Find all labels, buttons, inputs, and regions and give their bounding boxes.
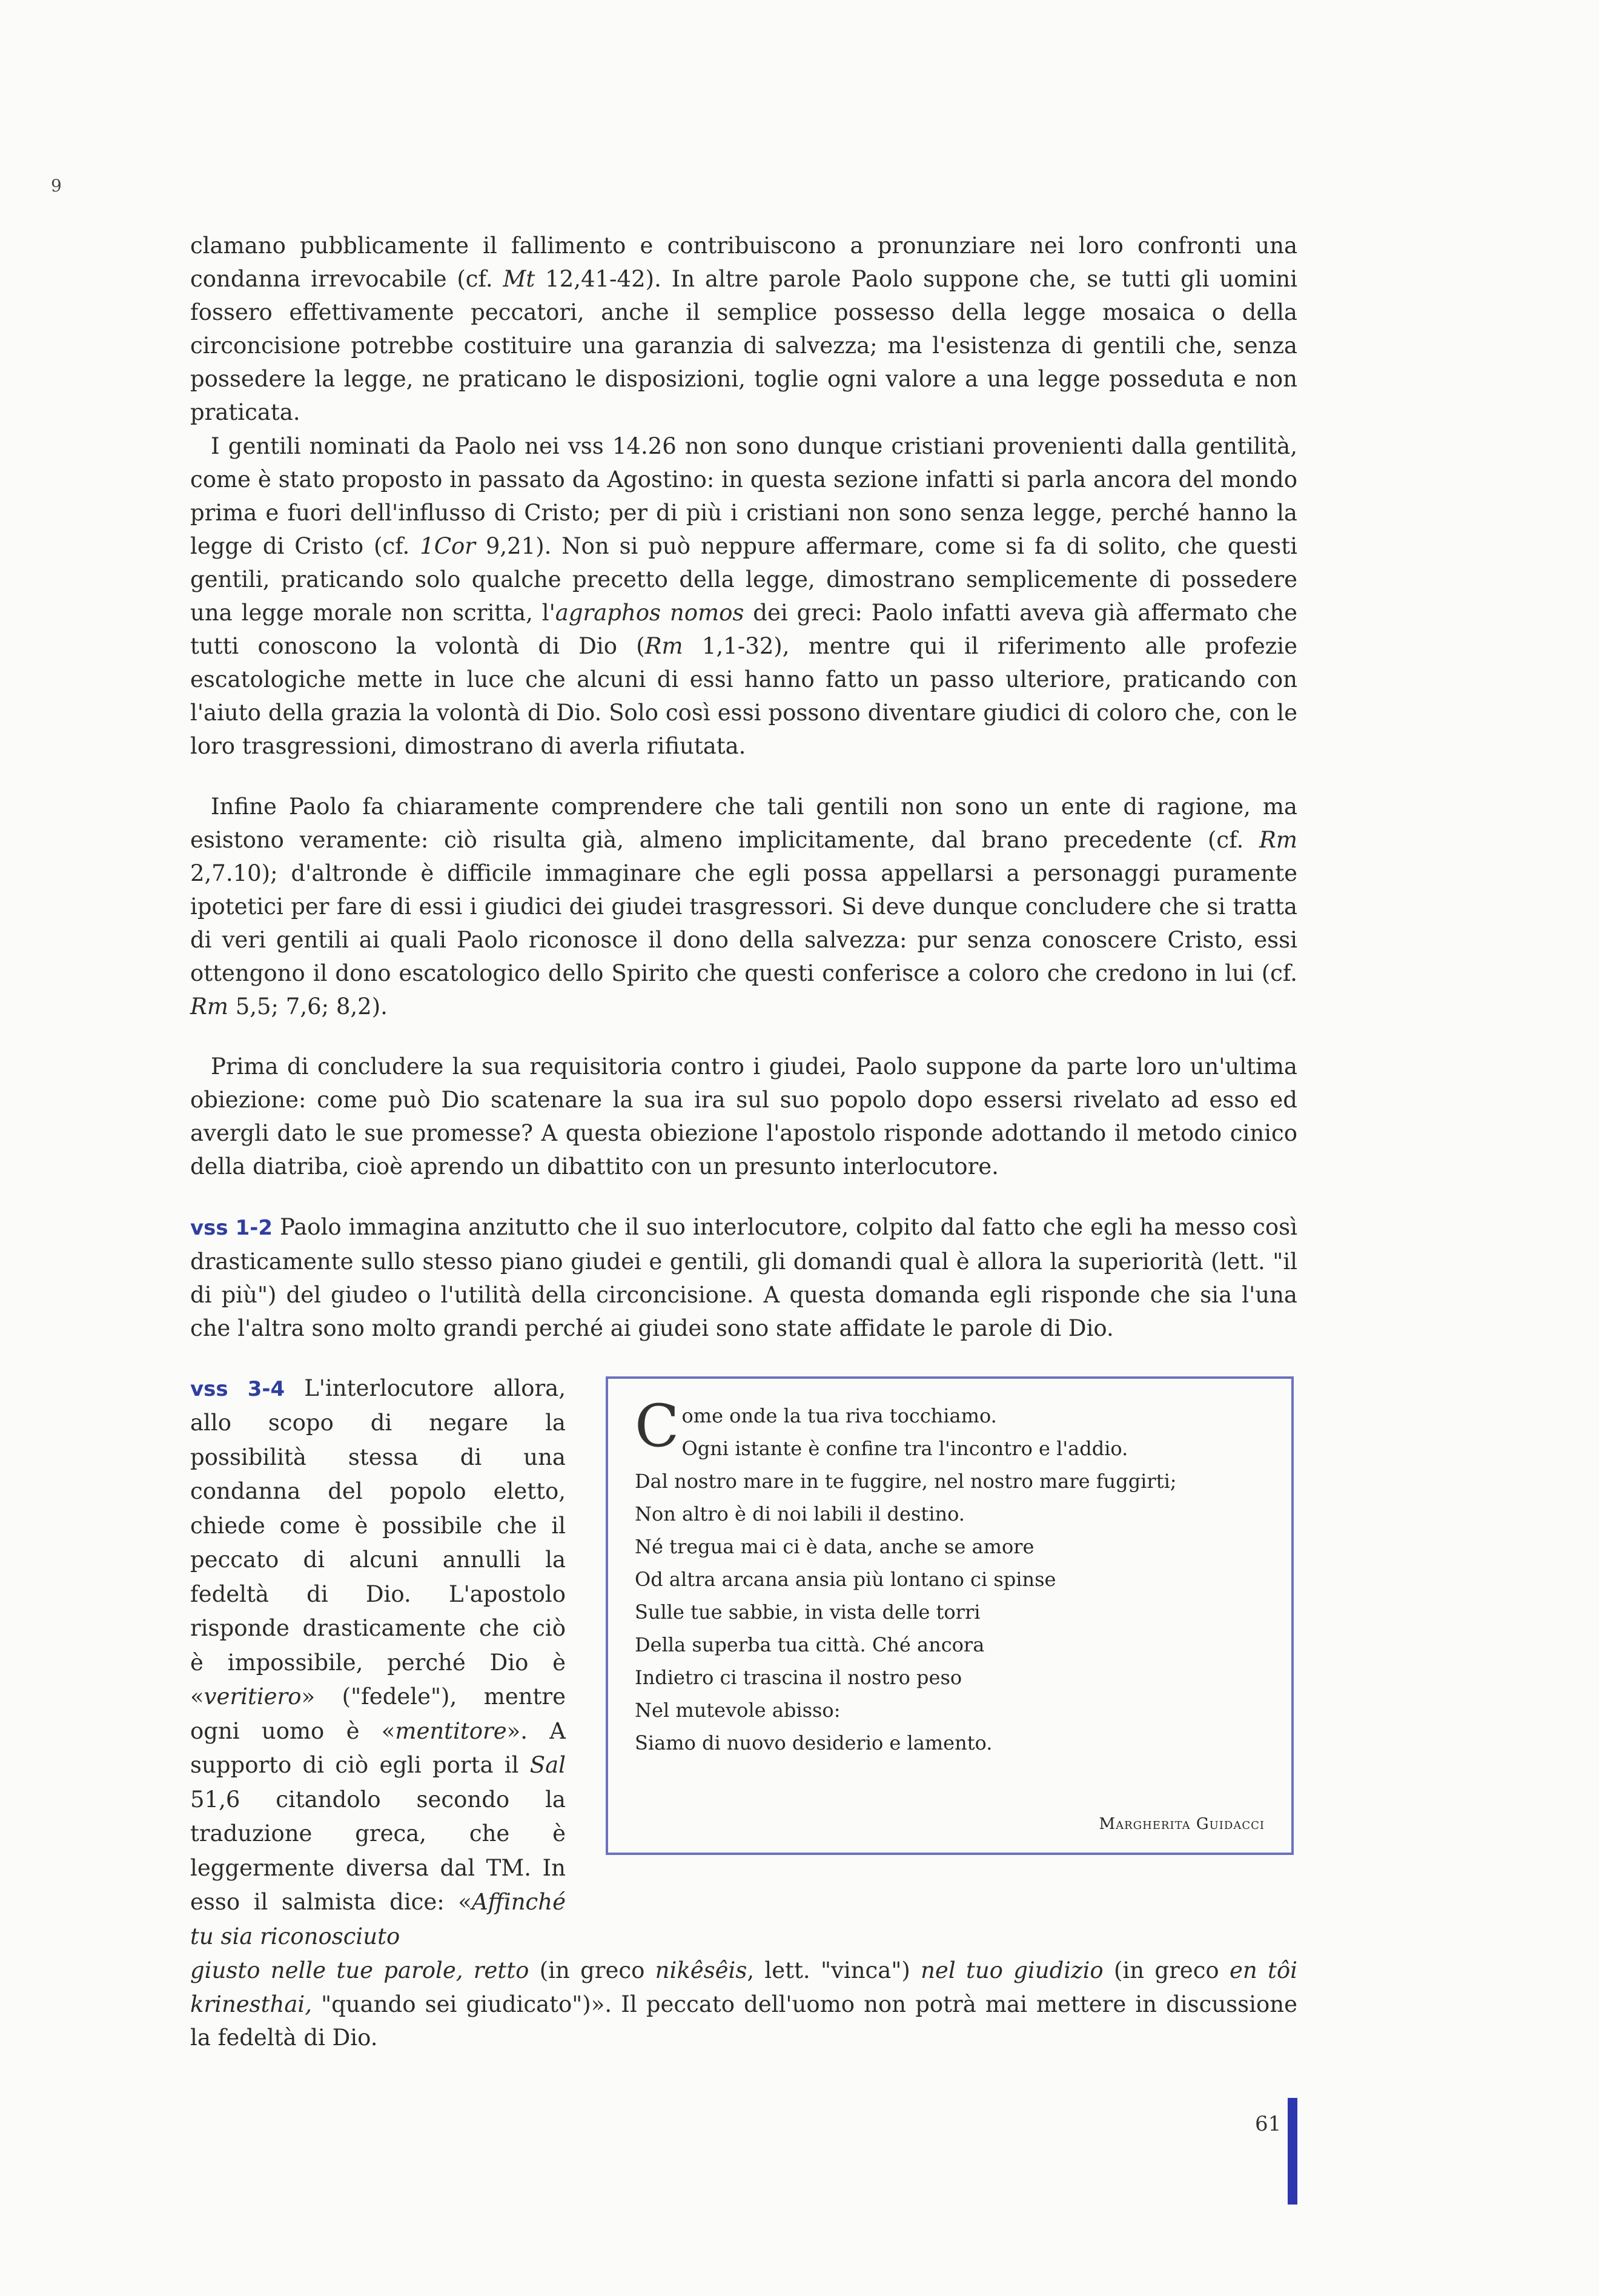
poem-line: Né tregua mai ci è data, anche se amore [635,1535,1035,1558]
verse-label: vss 1-2 [190,1215,273,1240]
text-run: L'interlocutore allora, allo scopo di negare la possibilità stessa di una condanna del popolo eletto, chiede come è possibile che il peccato di alcuni annulli la fedeltà di Dio. L'apostolo risponde drasticamente che ciò è impossibile, perché Dio è « [190,1375,566,1710]
quote-italic: nel tuo giudizio [921,1957,1104,1984]
two-column-section [190,1372,1297,2054]
page-number: 61 [1255,2112,1282,2136]
text-run: (in greco [529,1957,655,1984]
poem-author: Margherita Guidacci [1099,1814,1265,1833]
paragraph-3 [190,790,1297,1024]
greek-term: en tôi krinesthai, [190,1957,1298,2017]
text-run: Prima di concludere la sua requisitoria contro i giudei, Paolo suppone da parte loro un'ultima obiezione: come può Dio scatenare la sua ira sul suo popolo dopo essersi rivelato ad esso ed avergli dato le sue promesse? A questa obiezione l'apostolo risponde adottando il metodo cinico della diatriba, cioè aprendo un dibattito con un presunto interlocutore. [190,1053,1297,1180]
citation: Rm [644,633,683,660]
text-run: 2,7.10); d'altronde è difficile immaginare che egli possa appellarsi a personaggi puramente ipotetici per fare di essi i giudici dei giudei trasgressori. Si deve dunque concludere che si tratta di veri gentili ai quali Paolo riconosce il dono della salvezza: pur senza conoscere Cristo, essi ottengono il dono escatologico dello Spirito che questi conferisce a coloro che credono in lui (cf. [190,860,1297,986]
paragraph-6-column [190,1372,566,1954]
citation: Rm [1259,826,1297,853]
poem-line: Indietro ci trascina il nostro peso [635,1665,962,1689]
text-run: I gentili nominati da Paolo nei vss 14.26 non sono dunque cristiani provenienti dalla gentilità, come è stato proposto in passato da Agostino: in questa sezione infatti si parla ancora del mondo prima e fuori dell'influsso di Cristo; per di più i cristiani non sono senza legge, perché hanno la legge di Cristo (cf. [190,433,1297,559]
paragraph-4 [190,1050,1297,1183]
text-run: Paolo immagina anzitutto che il suo interlocutore, colpito dal fatto che egli ha messo così drasticamente sullo stesso piano giudei e gentili, gli domandi qual è allora la superiorità (lett. "il di più") del giudeo o l'utilità della circoncisione. A questa domanda egli risponde che sia l'una che l'altra sono molto grandi perché ai giudei sono state affidate le parole di Dio. [190,1213,1297,1341]
quote-italic: Affinché tu sia riconosciuto [190,1889,566,1949]
drop-cap: C [635,1392,680,1460]
paragraph-2 [190,430,1297,763]
text-run: clamano pubblicamente il fallimento e contribuiscono a pronunziare nei loro confronti una condanna irrevocabile (cf. [190,233,1297,293]
text-run: dei greci: Paolo infatti aveva già affermato che tutti conoscono la volontà di Dio ( [190,600,1297,660]
quote-italic: giusto nelle tue parole, retto [190,1957,529,1984]
poem-line: Non altro è di noi labili il destino. [635,1502,965,1525]
poem-line: Sulle tue sabbie, in vista delle torri [635,1600,981,1624]
poem-line: Nel mutevole abisso: [635,1698,841,1722]
text-run: 12,41-42). In altre parole Paolo suppone che, se tutti gli uomini fossero effettivamente peccatori, anche il semplice possesso della legge mosaica o della circoncisione potrebbe costituire una garanzia di salvezza; ma l'esistenza di gentili che, senza possedere la legge, ne praticano le disposizioni, toglie ogni valore a una legge posseduta e non praticata. [190,266,1297,426]
page-edge-bar [1288,2098,1297,2205]
text-run: Infine Paolo fa chiaramente comprendere che tali gentili non sono un ente di ragione, ma esistono veramente: ciò risulta già, almeno implicitamente, dal brano precedente (cf. [190,793,1297,853]
text-run: 1,1-32), mentre qui il riferimento alle profezie escatologiche mette in luce che alcuni di essi hanno fatto un passo ulteriore, praticando con l'aiuto della grazia la volontà di Dio. Solo così essi possono diventare giudici di coloro che, con le loro trasgressioni, dimostrano di averla rifiutata. [190,633,1297,760]
poem-line: Ogni istante è confine tra l'incontro e l'addio. [681,1436,1128,1460]
quote-term: veritiero [204,1684,302,1710]
main-text [190,229,1297,2054]
greek-term: agraphos nomos [555,600,744,626]
poem-box [606,1376,1294,1855]
text-run: 5,5; 7,6; 8,2). [228,994,388,1020]
text-run: » ("fedele"), mentre ogni uomo è « [190,1684,566,1744]
greek-term: nikêsêis [655,1957,747,1984]
text-run: (in greco [1103,1957,1230,1984]
verse-label: vss 3-4 [190,1376,285,1401]
poem-line: ome onde la tua riva tocchiamo. [681,1404,997,1427]
poem-line: Dal nostro mare in te fuggire, nel nostro mare fuggirti; [635,1469,1177,1493]
poem-line: Siamo di nuovo desiderio e lamento. [635,1731,993,1754]
text-run: "quando sei giudicato")». Il peccato dell'uomo non potrà mai mettere in discussione la fedeltà di Dio. [190,1991,1297,2051]
text-run: 51,6 citandolo secondo la traduzione greca, che è leggermente diversa dal TM. In esso il salmista dice: « [190,1786,566,1916]
paragraph-6 [190,1372,566,1954]
poem-line: Od altra arcana ansia più lontano ci spinse [635,1567,1056,1591]
citation: Sal [529,1752,566,1779]
corner-mark: 9 [51,176,62,196]
text-run: 9,21). Non si può neppure affermare, come si fa di solito, che questi gentili, praticando solo qualche precetto della legge, dimostrano semplicemente di possedere una legge morale non scritta, l' [190,533,1298,626]
citation: Rm [190,994,228,1020]
text-run: ». A supporto di ciò egli porta il [190,1717,566,1779]
poem-line: Della superba tua città. Ché ancora [635,1633,985,1656]
citation: Mt [503,266,535,293]
paragraph-6-continued [190,1954,1297,2054]
quote-term: mentitore [395,1717,507,1744]
paragraph-1 [190,229,1297,430]
paragraph-5 [190,1210,1297,1345]
citation: 1Cor [420,533,475,559]
text-run: , lett. "vinca") [747,1957,921,1984]
